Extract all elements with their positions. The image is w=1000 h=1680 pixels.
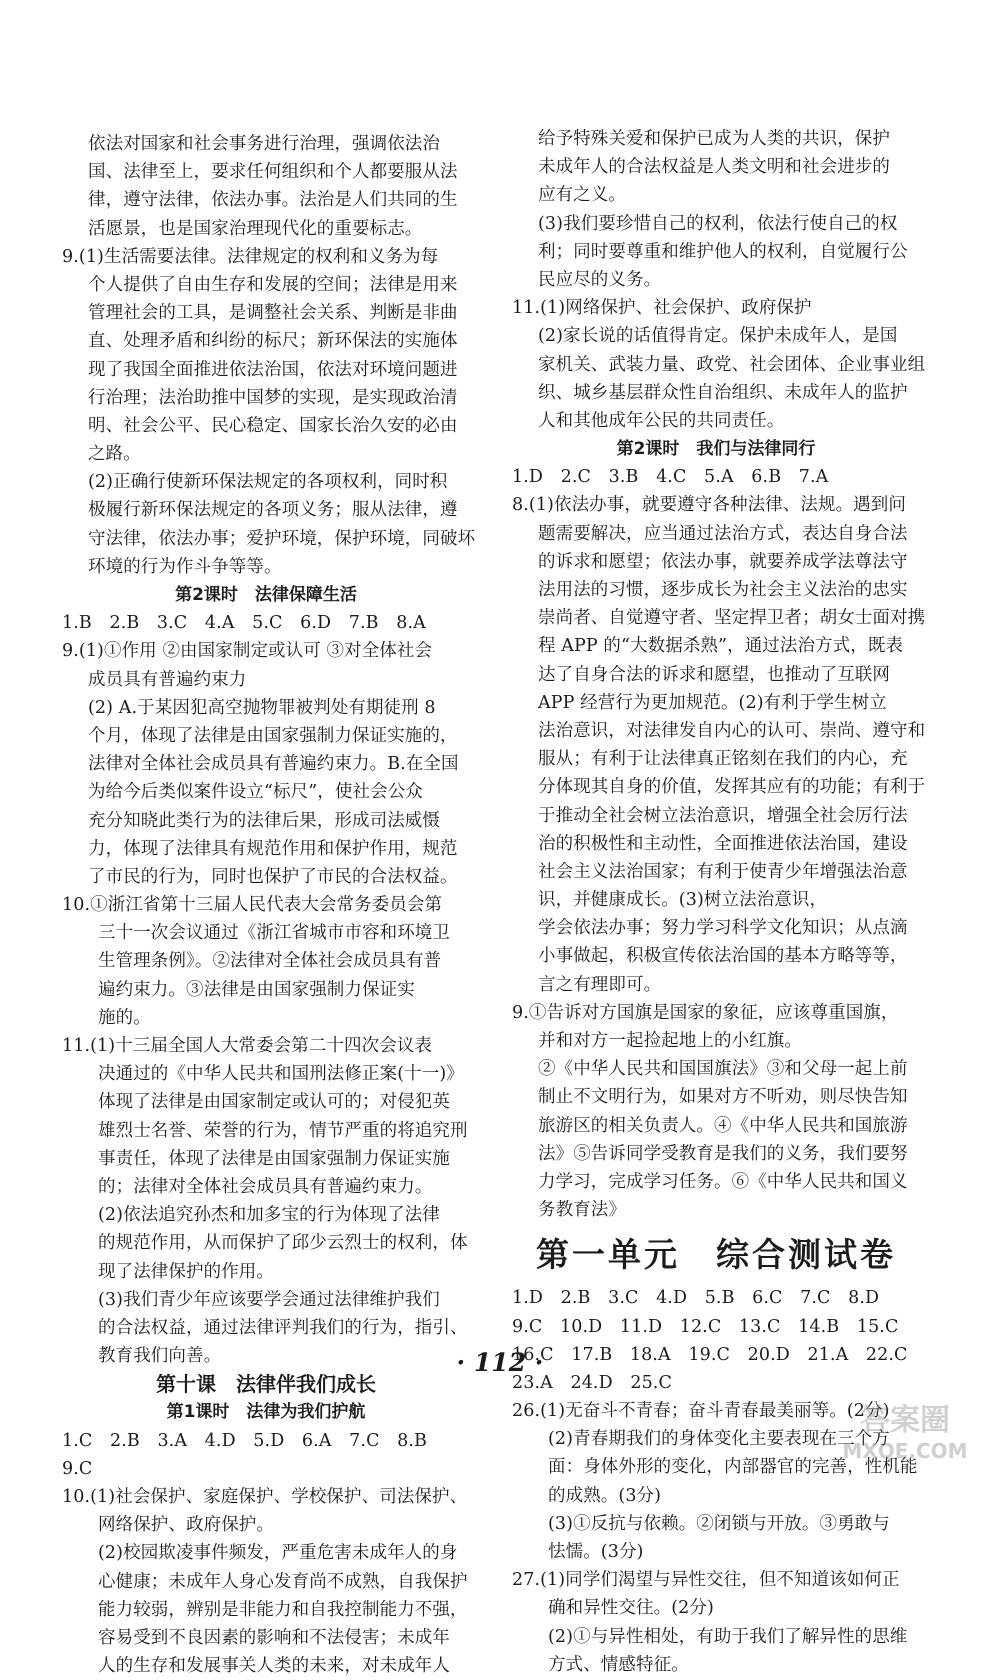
left-text-line: 教育我们向善。 (98, 1346, 222, 1367)
right-text-line: 崇尚者、自觉遵守者、坚定捍卫者；胡女士面对携 (538, 608, 926, 629)
right-text-line: 家机关、武装力量、政党、社会团体、企业事业组 (538, 354, 926, 375)
left-section-heading: 第2课时 法律保障生活 (175, 585, 357, 605)
right-text-line: 程 APP 的“大数据杀熟”，通过法治方式，既表 (538, 636, 904, 657)
right-text-line: (2)①与异性相处，有助于我们了解异性的思维 (548, 1626, 908, 1647)
left-text-line: 法律对全体社会成员具有普遍约束力。B.在全国 (88, 754, 459, 775)
page-number: · 112 · (456, 1348, 544, 1377)
right-answer-line: 26.(1)无奋斗不青春；奋斗青春最美丽等。(2分) (512, 1401, 890, 1422)
left-text-line: (2)校园欺凌事件频发，严重危害未成年人的身 (98, 1543, 458, 1564)
left-text-line: 网络保护、政府保护。 (98, 1515, 274, 1536)
right-text-line: APP 经营行为更加规范。(2)有利于学生树立 (538, 692, 887, 713)
right-text-line: 给予特殊关爱和保护已成为人类的共识，保护 (538, 129, 890, 149)
left-text-line: 决通过的《中华人民共和国刑法修正案(十一)》 (98, 1064, 464, 1085)
right-text-line: (2)青春期我们的身体变化主要表现在三个方 (548, 1429, 890, 1450)
left-answer-line: 9.C (62, 1458, 93, 1479)
right-text-line: 社会主义法治国家；有利于使青少年增强法治意 (538, 861, 908, 882)
svg-text:MXQE.COM: MXQE.COM (842, 1439, 968, 1463)
right-text-line: 达了自身合法的诉求和愿望，也推动了互联网 (538, 664, 890, 685)
left-text-line: 的规范作用，从而保护了邱少云烈士的权利，体 (98, 1233, 468, 1254)
right-answer-line: 8.(1)依法办事，就要遵守各种法律、法规。遇到问 (512, 495, 906, 516)
left-text-line: 生管理条例》。②法律对全体社会成员具有普 (98, 951, 442, 972)
left-text-line: 力，体现了法律具有规范作用和保护作用，规范 (88, 838, 458, 859)
svg-text:答案圈: 答案圈 (860, 1403, 950, 1438)
right-answer-line: 1.D 2.C 3.B 4.C 5.A 6.B 7.A (512, 467, 829, 488)
right-text-line: 怯懦。(3分) (548, 1542, 644, 1562)
left-column (62, 130, 476, 1680)
left-text-line: 极履行新环保法规定的各项义务；服从法律，遵 (88, 500, 458, 521)
left-text-line: 个人提供了自由生存和发展的空间；法律是用来 (88, 274, 458, 295)
right-answer-line: 27.(1)同学们渴望与异性交往，但不知道该如何正 (512, 1570, 900, 1591)
right-text-line: (2)家长说的话值得肯定。保护未成年人，是国 (538, 326, 898, 347)
right-text-line: 于推动全社会树立法治意识，增强全社会厉行法 (538, 805, 908, 826)
right-text-line: 小事做起，积极宣传依法治国的基本方略等等， (538, 946, 908, 967)
right-text-line: 务教育法》 (538, 1200, 626, 1221)
left-text-line: 行治理；法治助推中国梦的实现，是实现政治清 (88, 387, 458, 408)
right-answer-line: 23.A 24.D 25.C (512, 1372, 672, 1393)
right-text-line: 并和对方一起捡起地上的小红旗。 (538, 1031, 802, 1051)
right-text-line: 民应尽的义务。 (538, 269, 662, 290)
right-text-line: (3)我们要珍惜自己的权利，依法行使自己的权 (538, 213, 898, 234)
right-text-line: 人和其他成年公民的共同责任。 (538, 410, 785, 431)
left-text-line: 容易受到不良因素的影响和不法侵害；未成年 (98, 1627, 450, 1648)
right-text-line: 服从；有利于让法律真正铭刻在我们的内心，充 (538, 749, 908, 770)
left-answer-line: 10.(1)社会保护、家庭保护、学校保护、司法保护、 (62, 1487, 468, 1507)
right-text-line: 织、城乡基层群众性自治组织、未成年人的监护 (538, 382, 908, 403)
left-text-line: 环境的行为作斗争等等。 (88, 556, 282, 577)
right-text-line: 的成熟。(3分) (548, 1485, 662, 1506)
left-text-line: (2)依法追究孙杰和加多宝的行为体现了法律 (98, 1205, 440, 1226)
left-text-line: 遍约束力。③法律是由国家强制力保证实 (98, 979, 415, 1000)
right-text-line: 确和异性交往。(2分) (548, 1598, 714, 1619)
right-text-line: 法》⑤告诉同学受教育是我们的义务，我们要努 (538, 1143, 908, 1164)
right-text-line: 法治意识，对法律发自内心的认可、崇尚、遵守和 (538, 720, 926, 741)
left-text-line: (3)我们青少年应该要学会通过法律维护我们 (98, 1289, 440, 1310)
left-text-line: 体现了法律是由国家制定或认可的；对侵犯英 (98, 1092, 450, 1113)
right-text-line: 利；同时要尊重和维护他人的权利，自觉履行公 (538, 241, 908, 262)
left-text-line: 为给今后类似案件设立“标尺”，使社会公众 (88, 782, 423, 803)
left-text-line: 现了法律保护的作用。 (98, 1261, 274, 1282)
right-text-line: 力学习，完成学习任务。⑥《中华人民共和国义 (538, 1171, 908, 1192)
left-text-line: 人的生存和发展事关人类的未来，对未成年人 (98, 1656, 450, 1677)
right-text-line: 面：身体外形的变化，内部器官的完善，性机能 (548, 1457, 918, 1478)
left-text-line: 三十一次会议通过《浙江省城市市容和环境卫 (98, 923, 450, 944)
left-text-line: 充分知晓此类行为的法律后果，形成司法威慑 (88, 810, 440, 831)
left-text-line: 施的。 (98, 1007, 151, 1028)
right-section-heading: 第2课时 我们与法律同行 (616, 439, 816, 460)
right-text-line: 题需要解决，应当通过法治方式，表达自身合法 (538, 523, 908, 544)
left-text-line: 直、处理矛盾和纠纷的标尺；新环保法的实施体 (88, 331, 458, 352)
left-answer-line: 10.①浙江省第十三届人民代表大会常务委员会第 (62, 895, 443, 916)
left-answer-line: 9.(1)①作用 ②由国家制定或认可 ③对全体社会 (62, 641, 433, 662)
left-text-line: 的；法律对全体社会成员具有普遍约束力。 (98, 1176, 433, 1197)
left-text-line: 雄烈士名誉、荣誉的行为，情节严重的将追究刑 (98, 1120, 468, 1141)
right-text-line: 应有之义。 (538, 185, 626, 206)
right-text-line: 治的积极性和主动性，全面推进依法治国，建设 (538, 833, 908, 854)
right-text-line: 制止不文明行为，如果对方不听劝，则尽快告知 (538, 1087, 908, 1108)
left-text-line: 律，遵守法律，依法办事。法治是人们共同的生 (88, 190, 458, 211)
left-answer-line: 9.(1)生活需要法律。法律规定的权利和义务为每 (62, 246, 439, 267)
left-text-line: (2) A.于某因犯高空抛物罪被判处有期徒刑 8 (88, 697, 436, 718)
right-text-line: 旅游区的相关负责人。④《中华人民共和国旅游 (538, 1115, 908, 1136)
right-text-line: (3)①反抗与依赖。②闭锁与开放。③勇敢与 (548, 1513, 890, 1534)
left-answer-line: 1.B 2.B 3.C 4.A 5.C 6.D 7.B 8.A (62, 613, 426, 634)
left-text-line: 国、法律至上，要求任何组织和个人都要服从法 (88, 162, 458, 183)
right-text-line: ②《中华人民共和国国旗法》③和父母一起上前 (538, 1059, 908, 1080)
left-text-line: 了市民的行为，同时也保护了市民的合法权益。 (88, 866, 458, 887)
left-text-line: 成员具有普遍约束力 (88, 669, 247, 690)
right-text-line: 识，并健康成长。(3)树立法治意识， (538, 890, 828, 911)
right-text-line: 未成年人的合法权益是人类文明和社会进步的 (538, 157, 890, 178)
right-answer-line: 16.C 17.B 18.A 19.C 20.D 21.A 22.C (512, 1344, 908, 1365)
left-text-line: 之路。 (88, 444, 141, 465)
watermark-logo (820, 1398, 990, 1464)
right-text-line: 的诉求和愿望；依法办事，就要养成学法尊法守 (538, 551, 908, 572)
right-answer-line: 9.①告诉对方国旗是国家的象征，应该尊重国旗， (512, 1002, 899, 1023)
left-text-line: 活愿景，也是国家治理现代化的重要标志。 (88, 218, 423, 239)
right-answer-line: 1.D 2.B 3.C 4.D 5.B 6.C 7.C 8.D (512, 1288, 880, 1309)
left-text-line: (2)正确行使新环保法规定的各项权利，同时积 (88, 472, 448, 493)
right-text-line: 言之有理即可。 (538, 974, 662, 995)
left-lesson-heading: 第十课 法律伴我们成长 (156, 1372, 376, 1397)
left-answer-line: 11.(1)十三届全国人大常委会第二十四次会议表 (62, 1036, 433, 1056)
left-text-line: 事责任，体现了法律是由国家强制力保证实施 (98, 1148, 450, 1169)
right-text-line: 方式、情感特征。 (548, 1654, 689, 1675)
right-answer-line: 9.C 10.D 11.D 12.C 13.C 14.B 15.C (512, 1316, 899, 1337)
left-text-line: 现了我国全面推进依法治国，依法对环境问题进 (88, 359, 458, 380)
right-unit-title: 第一单元 综合测试卷 (536, 1235, 896, 1275)
right-text-line: 学会依法办事；努力学习科学文化知识；从点滴 (538, 918, 908, 939)
right-text-line: 分体现其自身的价值，发挥其应有的功能；有利于 (538, 777, 926, 798)
left-text-line: 管理社会的工具，是调整社会关系、判断是非曲 (88, 303, 458, 324)
left-text-line: 守法律，依法办事；爱护环境，保护环境，同破坏 (88, 528, 476, 549)
left-answer-line: 1.C 2.B 3.A 4.D 5.D 6.A 7.C 8.B (62, 1430, 428, 1451)
right-answer-line: 11.(1)网络保护、社会保护、政府保护 (512, 298, 812, 319)
right-text-line: 法用法的习惯，逐步成长为社会主义法治的忠实 (538, 580, 908, 600)
left-text-line: 依法对国家和社会事务进行治理，强调依法治 (88, 134, 440, 154)
left-text-line: 明、社会公平、民心稳定、国家长治久安的必由 (88, 415, 458, 436)
left-section-heading: 第1课时 法律为我们护航 (166, 1402, 366, 1423)
left-text-line: 的合法权益，通过法律评判我们的行为，指引、 (98, 1317, 468, 1338)
left-text-line: 能力较弱，辨别是非能力和自我控制能力不强， (98, 1599, 468, 1620)
left-text-line: 心健康；未成年人身心发育尚不成熟，自我保护 (98, 1571, 468, 1592)
left-text-line: 个月，体现了法律是由国家强制力保证实施的， (88, 725, 458, 746)
